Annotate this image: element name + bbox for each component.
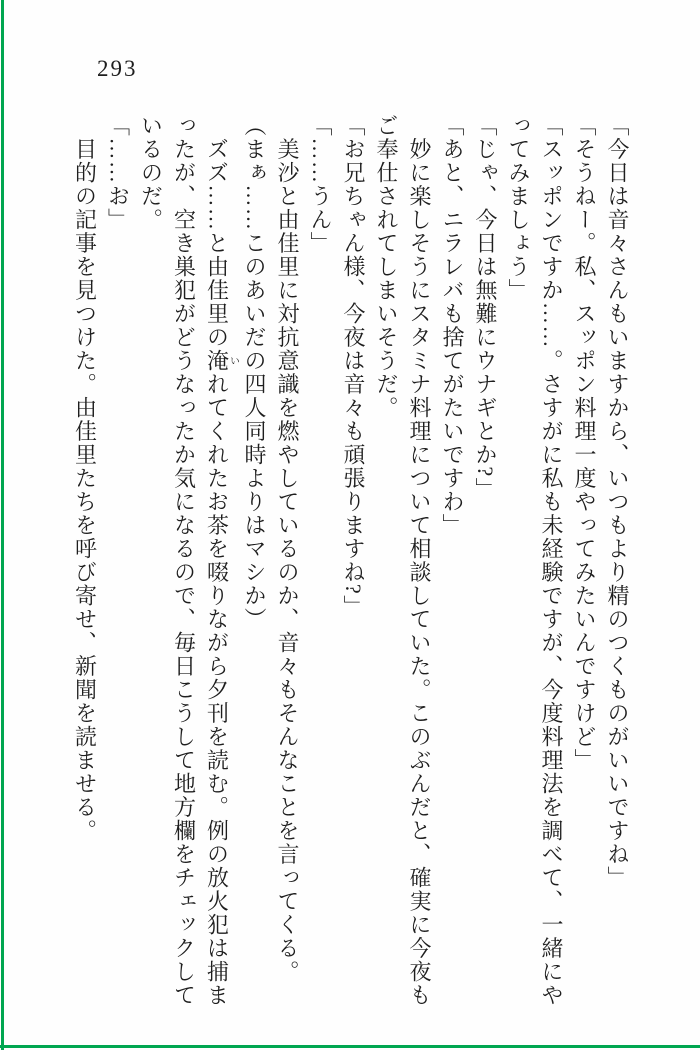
text-line: 「じゃ、今日は無難にウナギとか?」 <box>473 114 498 502</box>
text-line: 「お兄ちゃん様、今夜は音々も頑張りますね?」 <box>341 114 366 619</box>
vertical-text-block <box>69 114 635 1046</box>
text-line: ってみましょう」 <box>506 114 531 302</box>
page-number: 293 <box>97 56 138 81</box>
text-line: ご奉仕されてしまいそうだ。 <box>374 114 399 420</box>
text-line: ったが、空き巣犯がどうなったか気になるので、毎日こうして地方欄をチェックして <box>171 114 197 1007</box>
text-line: 「スッポンですか……。さすがに私も未経験ですが、今度料理法を調べて、一緒にや <box>539 114 564 1007</box>
text-line: 「……お」 <box>105 114 131 232</box>
text-line: 美沙と由佳里に対抗意識を燃やしているのか、音々もそんなことを言ってくる。 <box>275 114 300 984</box>
text-line: 「あと、ニラレバも捨てがたいですわ」 <box>440 114 465 537</box>
left-green-border <box>1 0 4 1050</box>
text-line: 目的の記事を見つけた。由佳里たちを呼び寄せ、新聞を読ませる。 <box>72 114 98 843</box>
text-line: 妙に楽しそうにスタミナ料理について相談していた。このぶんだと、確実に今夜も <box>407 114 432 1007</box>
text-line: 「今日は音々さんもいますから、いつもより精のつくものがいいですね」 <box>605 114 630 890</box>
text-line: 「そうねー。私、スッポン料理一度やってみたいんですけど」 <box>572 114 597 772</box>
text-line: （まぁ……このあいだの四人同時よりはマシか） <box>242 114 267 631</box>
text-line: いるのだ。 <box>138 114 164 232</box>
text-line: 「……うん」 <box>308 114 333 255</box>
text-line: ズズ……と由佳里の淹いれてくれたお茶を啜りながら夕刊を読む。例の放火犯は捕ま <box>204 114 239 1007</box>
